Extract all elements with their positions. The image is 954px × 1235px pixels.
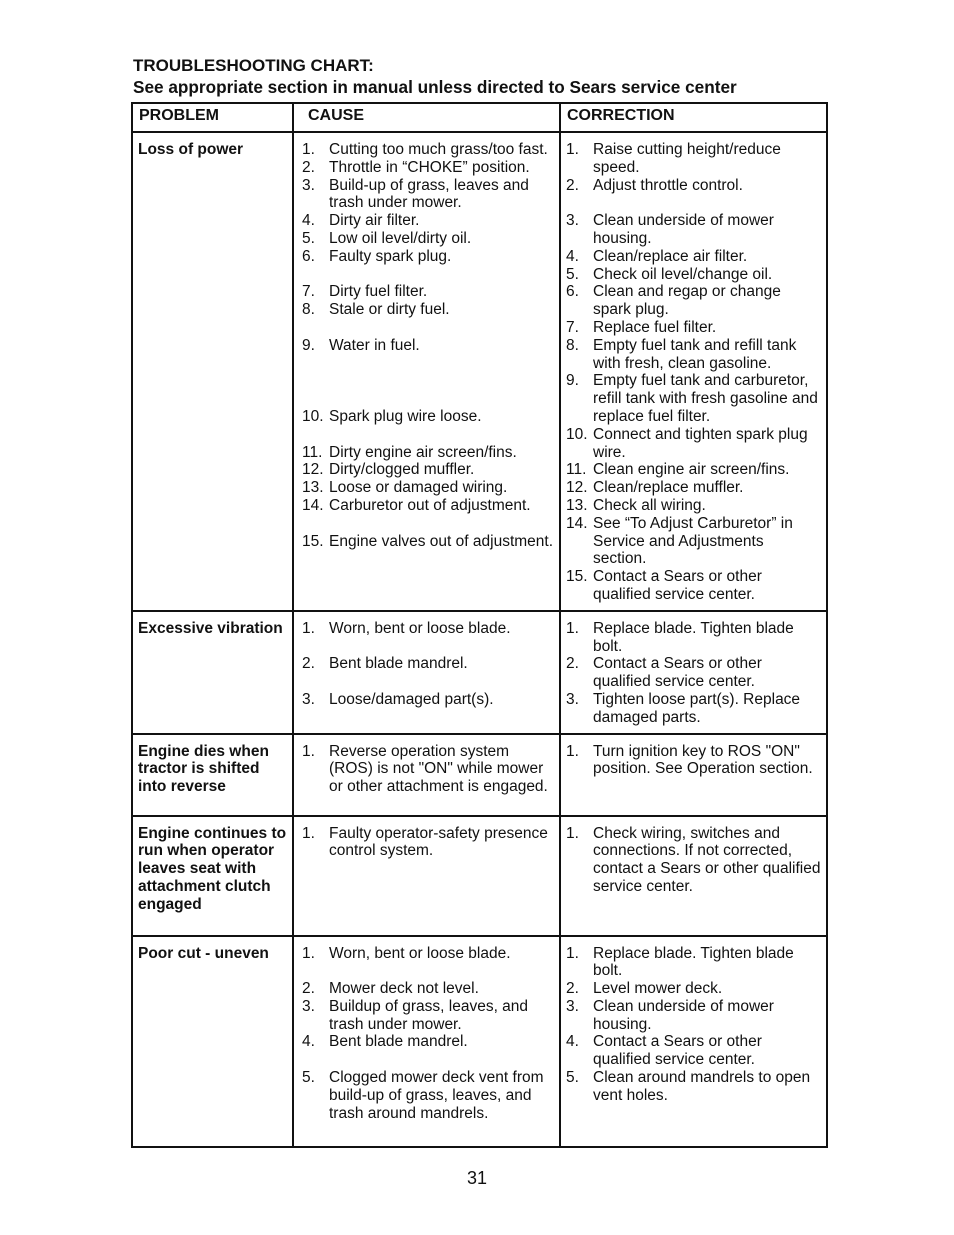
item-number: 2. (566, 176, 579, 194)
item-text: Clogged mower deck vent from build-up of grass, leaves, and trash around mandrels. (329, 1069, 544, 1122)
cause-item (302, 177, 554, 213)
table-row (132, 936, 827, 1147)
cause-item (302, 159, 554, 177)
correction-item (566, 248, 821, 266)
item-number: 13. (302, 479, 324, 497)
item-number: 2. (566, 980, 579, 998)
item-number: 1. (566, 824, 579, 842)
item-text: Clean/replace muffler. (593, 479, 744, 497)
cause-item (302, 825, 554, 861)
item-text: Replace blade. Tighten blade bolt. (593, 944, 794, 980)
cause-item (302, 283, 554, 301)
item-number: 5. (302, 229, 315, 247)
item-number: 5. (566, 265, 579, 283)
item-text: Clean underside of mower housing. (593, 997, 774, 1033)
item-text: Contact a Sears or other qualified service center. (593, 568, 762, 603)
item-text: Throttle in “CHOKE” position. (329, 158, 530, 176)
item-number: 11. (566, 461, 587, 479)
item-text: Worn, bent or loose blade. (329, 944, 511, 962)
item-number: 1. (302, 742, 315, 760)
item-text: Mower deck not level. (329, 980, 479, 998)
cause-cell (293, 816, 560, 936)
correction-item (566, 620, 821, 656)
correction-item (566, 337, 821, 373)
item-text: Empty fuel tank and refill tank with fresh, clean gasoline. (593, 336, 797, 372)
item-text: Raise cutting height/reduce speed. (593, 141, 781, 176)
correction-item (566, 212, 821, 248)
page-number: 31 (466, 1168, 488, 1188)
item-number: 10. (566, 425, 588, 443)
correction-item (566, 479, 821, 497)
item-text: Check all wiring. (593, 496, 706, 514)
cause-cell (293, 132, 560, 611)
cause-item (302, 497, 554, 515)
chart-title: TROUBLESHOOTING CHART: (133, 56, 374, 75)
item-text: Check wiring, switches and connections. If not corrected, contact a Sears or other qualified service center. (593, 824, 821, 895)
table-row (132, 816, 827, 936)
cause-item (302, 408, 554, 426)
item-number: 2. (302, 158, 315, 176)
item-number: 4. (302, 212, 315, 230)
item-text: Low oil level/dirty oil. (329, 229, 472, 247)
cause-item (302, 1033, 554, 1051)
problem-cell: Poor cut - uneven (132, 936, 293, 1147)
correction-item (566, 372, 821, 425)
correction-item (566, 825, 821, 896)
item-number: 3. (302, 997, 315, 1015)
cause-item (302, 1069, 554, 1122)
item-text: Faulty spark plug. (329, 247, 452, 265)
item-number: 13. (566, 496, 588, 514)
item-number: 11. (302, 443, 323, 461)
item-text: Clean/replace air filter. (593, 247, 748, 265)
item-number: 10. (302, 407, 324, 425)
cause-item (302, 141, 554, 159)
item-number: 12. (302, 461, 324, 479)
item-text: Connect and tighten spark plug wire. (593, 425, 808, 461)
cause-item (302, 980, 554, 998)
cause-item (302, 461, 554, 479)
correction-cell (560, 611, 827, 734)
item-number: 12. (566, 479, 588, 497)
troubleshooting-table (131, 102, 828, 1148)
cause-cell (293, 734, 560, 816)
correction-item (566, 461, 821, 479)
item-number: 6. (302, 247, 315, 265)
item-text: Dirty engine air screen/fins. (329, 443, 517, 461)
cause-item (302, 533, 554, 551)
cause-cell (293, 611, 560, 734)
item-text: Clean underside of mower housing. (593, 212, 774, 247)
item-text: Bent blade mandrel. (329, 655, 468, 673)
item-number: 15. (566, 568, 588, 586)
correction-item (566, 1069, 821, 1105)
cause-item (302, 691, 554, 709)
item-text: Buildup of grass, leaves, and trash under mower. (329, 997, 529, 1033)
item-text: Build-up of grass, leaves and trash under mower. (329, 176, 529, 212)
item-number: 1. (302, 824, 315, 842)
item-text: Dirty/clogged muffler. (329, 461, 475, 479)
cause-item (302, 230, 554, 248)
problem-cell: Excessive vibration (132, 611, 293, 734)
correction-item (566, 691, 821, 727)
cause-item (302, 301, 554, 319)
item-number: 5. (302, 1069, 315, 1087)
item-number: 14. (566, 514, 588, 532)
item-number: 3. (302, 690, 315, 708)
header-correction: CORRECTION (560, 103, 827, 132)
correction-item (566, 515, 821, 568)
item-text: Cutting too much grass/too fast. (329, 141, 548, 158)
header-problem: PROBLEM (132, 103, 293, 132)
item-text: Dirty fuel filter. (329, 283, 428, 301)
correction-cell (560, 936, 827, 1147)
correction-item (566, 266, 821, 284)
cause-item (302, 212, 554, 230)
item-number: 1. (566, 619, 579, 637)
item-text: Loose/damaged part(s). (329, 690, 494, 708)
item-number: 9. (566, 372, 579, 390)
item-number: 1. (566, 141, 579, 158)
item-text: Carburetor out of adjustment. (329, 496, 531, 514)
item-number: 3. (566, 997, 579, 1015)
correction-cell (560, 734, 827, 816)
item-number: 1. (566, 742, 579, 760)
item-number: 1. (302, 141, 315, 158)
correction-item (566, 743, 821, 779)
item-text: Level mower deck. (593, 980, 723, 998)
item-number: 3. (566, 212, 579, 230)
item-number: 9. (302, 336, 315, 354)
item-text: Faulty operator-safety presence control system. (329, 824, 548, 860)
item-text: Clean around mandrels to open vent holes. (593, 1069, 811, 1104)
item-number: 2. (566, 655, 579, 673)
correction-item (566, 568, 821, 604)
item-text: Turn ignition key to ROS "ON" position. See Operation section. (593, 742, 813, 778)
item-number: 8. (566, 336, 579, 354)
cause-item (302, 444, 554, 462)
item-text: See “To Adjust Carburetor” in Service and Adjustments section. (593, 514, 793, 568)
correction-item (566, 998, 821, 1034)
item-text: Water in fuel. (329, 336, 420, 354)
item-text: Worn, bent or loose blade. (329, 619, 511, 637)
item-number: 4. (566, 1033, 579, 1051)
correction-item (566, 497, 821, 515)
correction-cell (560, 816, 827, 936)
item-text: Stale or dirty fuel. (329, 301, 450, 319)
item-text: Contact a Sears or other qualified service center. (593, 1033, 762, 1069)
correction-item (566, 655, 821, 691)
item-text: Engine valves out of adjustment. (329, 532, 554, 550)
item-text: Reverse operation system (ROS) is not "ON" while mower or other attachment is engaged. (329, 742, 548, 796)
item-text: Spark plug wire loose. (329, 407, 482, 425)
item-text: Dirty air filter. (329, 212, 420, 230)
item-number: 7. (566, 318, 579, 336)
cause-item (302, 248, 554, 266)
item-number: 6. (566, 283, 579, 301)
item-number: 8. (302, 301, 315, 319)
item-text: Replace fuel filter. (593, 318, 717, 336)
item-text: Tighten loose part(s). Replace damaged parts. (593, 690, 801, 726)
header-row (132, 103, 827, 132)
correction-item (566, 141, 821, 177)
item-text: Adjust throttle control. (593, 176, 743, 194)
cause-item (302, 620, 554, 638)
correction-item (566, 980, 821, 998)
item-number: 4. (566, 247, 579, 265)
correction-item (566, 945, 821, 981)
item-text: Contact a Sears or other qualified service center. (593, 655, 762, 691)
item-number: 2. (302, 655, 315, 673)
item-text: Clean and regap or change spark plug. (593, 283, 781, 319)
item-number: 2. (302, 980, 315, 998)
item-number: 14. (302, 496, 324, 514)
item-number: 7. (302, 283, 315, 301)
item-number: 15. (302, 532, 324, 550)
item-text: Loose or damaged wiring. (329, 479, 508, 497)
cause-item (302, 743, 554, 796)
item-number: 3. (566, 690, 579, 708)
item-text: Check oil level/change oil. (593, 265, 773, 283)
correction-item (566, 319, 821, 337)
cause-item (302, 337, 554, 355)
item-text: Bent blade mandrel. (329, 1033, 468, 1051)
problem-cell: Engine continues to run when operator leaves seat with attachment clutch engaged (132, 816, 293, 936)
cause-cell (293, 936, 560, 1147)
item-number: 1. (566, 944, 579, 962)
problem-cell: Loss of power (132, 132, 293, 611)
item-number: 4. (302, 1033, 315, 1051)
item-number: 1. (302, 944, 315, 962)
correction-cell (560, 132, 827, 611)
cause-item (302, 655, 554, 673)
correction-item (566, 1033, 821, 1069)
item-number: 1. (302, 619, 315, 637)
cause-item (302, 945, 554, 963)
item-number: 3. (302, 176, 315, 194)
correction-item (566, 177, 821, 195)
item-text: Replace blade. Tighten blade bolt. (593, 619, 794, 655)
correction-item (566, 426, 821, 462)
item-text: Empty fuel tank and carburetor, refill tank with fresh gasoline and replace fuel filter. (593, 372, 818, 425)
item-number: 5. (566, 1069, 579, 1087)
chart-subtitle: See appropriate section in manual unless directed to Sears service center (133, 77, 737, 97)
item-text: Clean engine air screen/fins. (593, 461, 790, 479)
table-row (132, 132, 827, 611)
header-cause: CAUSE (293, 103, 560, 132)
cause-item (302, 998, 554, 1034)
cause-item (302, 479, 554, 497)
table-row (132, 611, 827, 734)
problem-cell: Engine dies when tractor is shifted into reverse (132, 734, 293, 816)
correction-item (566, 283, 821, 319)
table-row (132, 734, 827, 816)
